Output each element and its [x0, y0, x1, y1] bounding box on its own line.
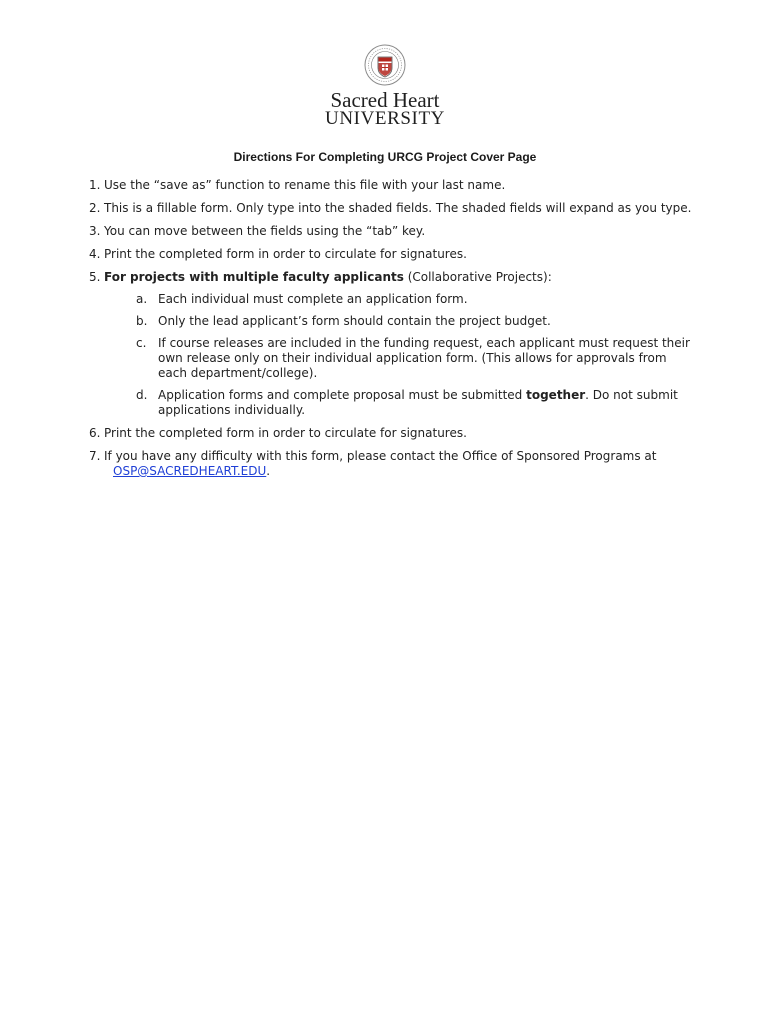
contact-text: If you have any difficulty with this form, please contact the Office of Sponsored Programs at: [104, 449, 657, 463]
item-rest-text: (Collaborative Projects):: [403, 270, 552, 284]
list-item: [89, 224, 699, 239]
item-text: [104, 449, 699, 479]
item-bold-text: For projects with multiple faculty applicants: [104, 270, 404, 284]
collaborative-sublist: [136, 292, 699, 418]
sublist-item: [136, 292, 699, 307]
page-title: Directions For Completing URCG Project Cover Page: [233, 150, 537, 164]
logo-name-text: Sacred Heart: [330, 88, 440, 112]
list-item-contact: [89, 449, 699, 479]
university-logo: [300, 44, 470, 132]
subitem-letter: a.: [136, 292, 148, 306]
item-number: 2.: [89, 201, 101, 215]
logo-university-text: UNIVERSITY: [325, 108, 445, 129]
item-number: 1.: [89, 178, 101, 192]
subitem-text-after: . Do not submit applications individually.: [158, 388, 678, 417]
sublist-item: [136, 314, 699, 329]
subitem-bold-text: together: [526, 388, 586, 402]
item-number: 7.: [89, 449, 101, 463]
university-seal-icon: [364, 44, 406, 86]
item-number: 3.: [89, 224, 101, 238]
item-number: 6.: [89, 426, 101, 440]
item-text: This is a fillable form. Only type into the shaded fields. The shaded fields will expand as you type.: [104, 201, 692, 215]
subitem-text: Only the lead applicant’s form should contain the project budget.: [158, 314, 551, 328]
subitem-letter: c.: [136, 336, 147, 350]
item-text: You can move between the fields using the “tab” key.: [104, 224, 426, 238]
subitem-letter: b.: [136, 314, 148, 328]
list-item-collaborative: [89, 270, 699, 418]
subitem-text: [158, 388, 678, 417]
sublist-item: [136, 388, 699, 418]
item-text: [104, 270, 699, 285]
email-link[interactable]: OSP@SACREDHEART.EDU: [113, 464, 267, 478]
list-item: [89, 247, 699, 262]
subitem-text: If course releases are included in the funding request, each applicant must request their own release only on their individual application form. (This allows for approvals from each department/college).: [158, 336, 690, 380]
item-number: 4.: [89, 247, 101, 261]
subitem-text: Each individual must complete an application form.: [158, 292, 468, 306]
directions-list: [89, 178, 699, 487]
list-item: [89, 201, 699, 216]
subitem-letter: d.: [136, 388, 148, 402]
item-text: Print the completed form in order to circulate for signatures.: [104, 426, 467, 440]
item-text: Use the “save as” function to rename this file with your last name.: [104, 178, 506, 192]
item-number: 5.: [89, 270, 101, 284]
subitem-text-before: Application forms and complete proposal must be submitted: [158, 388, 527, 402]
list-item: [89, 426, 699, 441]
contact-text-end: .: [266, 464, 271, 478]
item-text: Print the completed form in order to circulate for signatures.: [104, 247, 467, 261]
list-item: [89, 178, 699, 193]
sublist-item: [136, 336, 699, 381]
